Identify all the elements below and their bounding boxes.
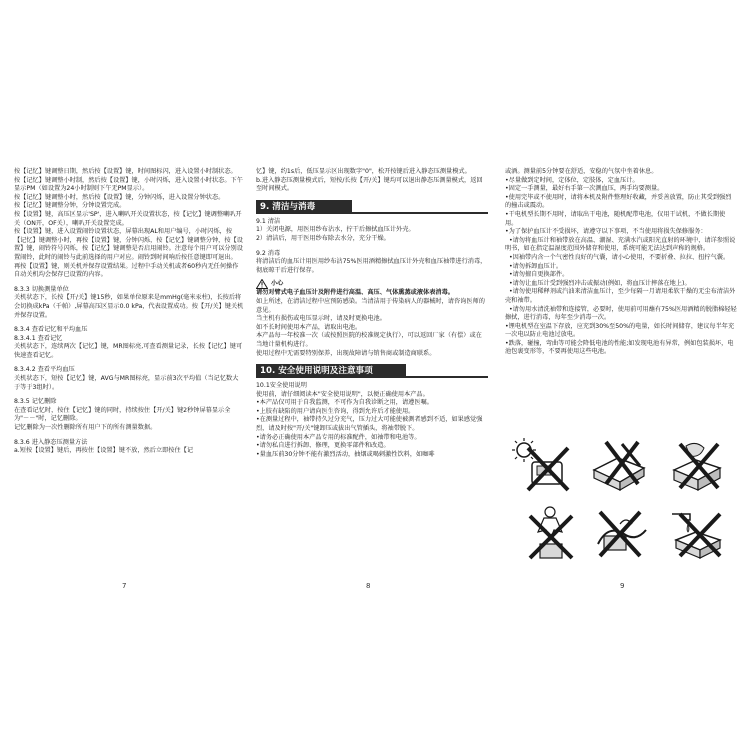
page-number: 7: [122, 582, 127, 590]
sun-heat-prohibited-icon: [510, 436, 572, 494]
paragraph: 将清洁后的血压计用医用纱布沾75%医用酒精擦拭血压计外壳和血压袖带进行消毒，彻底晾干后进行保存。: [256, 258, 487, 274]
paragraph: 按【设置】键，进入设置闹铃设置状态，屏幕出现AL和用户编号，小时闪烁，按【记忆】键调整小时，再按【设置】键，分钟闪烁，按【记忆】键调整分钟，按【设置】键，闹铃符号闪烁，按【记忆】键调整是否启用闹铃。注意每个用户可以分别设置闹铃，此时的闹铃与此前选择的用户对应。闹铃到时间响后按任意键即可退出。: [14, 228, 243, 261]
caution-bold-text: 请勿对臂式电子血压计及附件进行高温、高压、气体熏蒸或液体表消毒。: [256, 289, 454, 297]
paragraph: 按【记忆】键调整小时，然后按【设置】键，分钟闪烁，进入设置分钟状态。: [14, 193, 225, 201]
paragraph: 1）关闭电源，用医用纱布沾水，拧干后擦拭血压计外壳。 2）清洁后，用干医用纱布除去水分，充分干燥。: [256, 226, 415, 242]
paragraph: 如上所述，在清洁过程中应预防感染。当清洁用于传染病人的器械时，请咨询医师的意见。 当主机有损伤或电压显示时，请及时更换电池。 如不长时间使用本产品，请取出电池。 本产品每一年校准一次（或按照医院的校准规定执行），可以返回厂家（有偿）或在当地计量机构进行。 使用过程中无需要特别保养，出现故障请与销售商或制造商联系。: [256, 297, 485, 357]
paragraph: 关机状态下，短按【记忆】键，AVG与MR图标亮，显示前3次平均值（当记忆数大于等于3组时）。: [14, 375, 239, 391]
section-heading: 8.3.6 进入静态压测量方法: [14, 438, 88, 446]
prohibition-illustrations: [510, 436, 735, 576]
page-7-column: [14, 168, 244, 456]
cuff-twist-prohibited-icon: [590, 504, 652, 562]
section-heading: 8.3.5 记忆删除: [14, 398, 57, 406]
caution-label: [256, 279, 488, 289]
subsection-heading: 9.2 消毒: [256, 249, 281, 257]
paragraph: 按【记忆】键调整分钟，分钟设置完成。: [14, 202, 126, 210]
paragraph: a.短按【设置】键后，再按住【设置】键不放，然后立即按住【记: [14, 447, 194, 455]
section-heading: 8.3.4 查看记忆和平均血压: [14, 326, 88, 334]
paragraph: 按【记忆】键调整日期，然后按【设置】键，时间图标闪，进入设置小时制状态。: [14, 168, 237, 175]
paragraph: 按【设置】键，高压区显示'SP'，进入喇叭开关设置状态，按【记忆】键调整喇叭开关（ON开，OF关），喇叭开关设置完成。: [14, 210, 242, 227]
section-9-header: [256, 200, 488, 214]
page-9-column: [505, 168, 737, 357]
page-number: 9: [620, 582, 625, 590]
paragraph: 按【记忆】键调整小时制，然后按【设置】键，小时闪烁，进入设置小时状态。下午显示PM（如设置为24小时制则下午无PM显示）。: [14, 176, 243, 193]
caution-text: 小心: [271, 280, 284, 288]
section-title: 9. 清洁与消毒: [256, 200, 352, 214]
subsection-heading: 8.3.4.1 查看记忆: [14, 334, 63, 342]
drop-prohibited-icon: [520, 504, 582, 562]
paragraph: 再按【设置】键，则关机并保存设置结果。过程中手动关机或者60秒内无任何操作自动关机均会保存已设置的内容。: [14, 262, 239, 279]
paragraph: 关机状态下，长按【开/关】键15秒，如果单位原来是mmHg(毫米汞柱)，长按后将会切换成kPa（千帕）,屏幕高压区显示0.0 kPa，代表设置成功。按【开/关】键关机并保存设置。: [14, 294, 244, 319]
subsection-heading: 9.1 清洁: [256, 217, 281, 225]
water-wash-prohibited-icon: [666, 504, 728, 562]
section-title: 10. 安全使用说明及注意事项: [256, 364, 406, 378]
disassembly-prohibited-icon: [588, 436, 650, 494]
warning-triangle-icon: [256, 279, 268, 289]
paragraph: 使用前，请仔细阅读本"安全使用说明"，以便正确使用本产品。 •本产品仅可用于自我监测，不可作为自我诊断之用，请遵医嘱。 •上肢有缺陷的用户请向医生咨询，得到允许后才能使用。 •在测量过程中，袖带持久过分充气，压力过大可能使被测者感到不适，如果感觉强烈，请及时按"开/关"键卸压或拔出气管插头，将袖带脱下。 •请务必正确使用本产品专用的标准配件，如袖带和电池等。 •请勿私自进行拆卸、修理，更换零部件和改造。 •量血压前30分钟不能有激烈活动，抽烟或喝刺激性饮料，如咖啡: [256, 390, 483, 458]
paragraph: 忆】键，约1s后，低压显示区出现数字"0"，松开按键后进入静态压测量模式。 b.进入静态压测量模式后，短按/长按【开/关】键均可以退出静态压测量模式，返回至时间模式。: [256, 168, 483, 193]
page-number: 8: [366, 582, 371, 590]
section-10-header: [256, 364, 488, 378]
subsection-heading: 8.3.4.2 查看平均血压: [14, 366, 75, 374]
page-8-column: [256, 168, 488, 459]
subsection-heading: 10.1安全使用说明: [256, 382, 307, 390]
paragraph: 或酒。测量前5分钟要在舒适，安稳的气氛中坐着休息。 •尽量做到定时间，定体位，定肢体，定血压计。 •固定一手测量，最好右手第一次测血压，两手均要测量。 •使用完毕或不使用时，请将本机及附件整理好收藏，并妥善放置，防止其受到强烈的撞击或震动。 •干电机型长期不用时，请取出干电池，随机配带电池，仅用干试机，不做长期使用。 •为了保护血压计不受损坏，请遵守以下事项，不当使用将损失保修服务： •请勿将血压计和袖带放在高温、潮湿、充满水汽或阳光直射的环境中，请详参照说明书，如在指定温湿度范围外储存和使用，系统可能无法达到声称的规格。 •因袖带内含一个气密性良好的气囊，请小心使用，不要折叠、拉拉、扭拧气囊。 •请勿拆卸血压计。 •请勿擅自更换部件。 •请勿让血压计受到强烈冲击或振动(例如，将血压计摔落在地上)。 •请勿使用稀释剂或汽油来清洁血压计，至少每隔一月请用柔软干燥的无尘布清洁外壳和袖带。 •请勿用水清洗袖带和连接管，必要时，使用前可用蘸有75%医用酒精的脱脂棉轻轻擦拭，进行消毒，每年至少消毒一次。 •锂电机型在室温下存放，应充到30%至50%的电量，如长时间储存，建议每半年充一次电以防止电池过放电。 •跌落，碰撞，弯曲等可能会降低电池的性能;如发现电池有异常，例如包装损坏，电池包裹变形等，不要再使用这些电池。: [505, 168, 737, 356]
wet-cloth-prohibited-icon: [666, 436, 728, 494]
paragraph: 在查看记忆时，按住【记忆】键的同时，持续按住【开/关】键2秒钟屏幕显示全为"－－"时，记忆删除。 记忆删除为一次性删除所有用户下的所有测量数据。: [14, 406, 231, 432]
paragraph: 关机状态下，连续两次【记忆】键，MR图标亮,可查看测量记录，长按【记忆】键可快速查看记忆。: [14, 343, 243, 359]
section-heading: 8.3.3 切换测量单位: [14, 285, 69, 293]
